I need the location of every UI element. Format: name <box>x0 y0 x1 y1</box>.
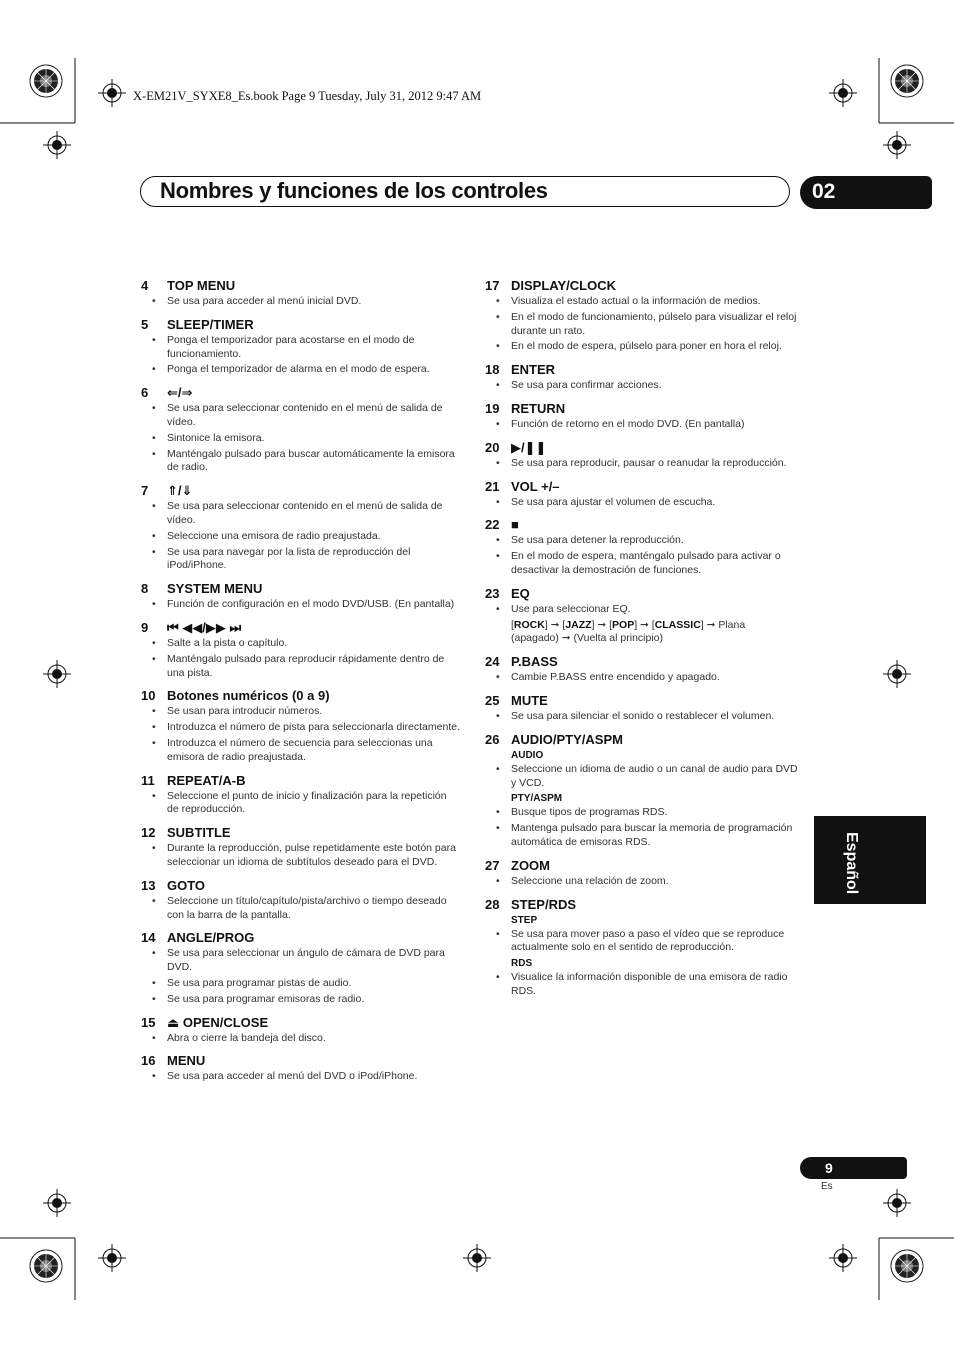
subheading-pty: PTY/ASPM <box>511 793 563 805</box>
section-heading <box>141 774 461 788</box>
section-number: 20 <box>485 439 500 455</box>
section-audio <box>485 733 805 850</box>
section-number: 15 <box>141 1014 156 1030</box>
section-title: ⏏ OPEN/CLOSE <box>167 1014 269 1030</box>
bullet-item: • Se usa para mover paso a paso el vídeo que se reproduce actualmente solo en el sentido de reproducción. <box>485 928 805 956</box>
eq-sequence-end: (apagado) ➞ (Vuelta al principio) <box>511 632 664 645</box>
section-step <box>485 898 805 999</box>
section-heading <box>141 879 461 893</box>
section-8 <box>141 582 461 612</box>
eq-apagado: (apagado) <box>511 632 559 645</box>
section-14 <box>141 931 461 1006</box>
section-heading <box>485 441 805 455</box>
section-number: 14 <box>141 930 156 946</box>
page-language: Es <box>821 1181 833 1192</box>
section-title: SYSTEM MENU <box>167 581 263 597</box>
section-16 <box>141 1054 461 1084</box>
bullet-item: • Se usa para acceder al menú inicial DVD. <box>141 295 461 309</box>
section-title: TOP MENU <box>167 278 236 293</box>
section-title: ⇑/⇓ <box>167 483 193 499</box>
section-heading <box>485 733 805 747</box>
section-11 <box>141 774 461 818</box>
section-heading <box>485 363 805 377</box>
bullet-item: • Cambie P.BASS entre encendido y apagado. <box>485 671 805 685</box>
bullet-item: • Se usan para introducir números. <box>141 705 461 719</box>
section-number: 6 <box>141 385 149 401</box>
bullet-item: • Se usa para seleccionar contenido en el menú de salida de vídeo. <box>141 402 461 430</box>
section-heading <box>485 480 805 494</box>
bullet-item: • Introduzca el número de pista para seleccionarla directamente. <box>141 721 461 735</box>
section-number: 8 <box>141 581 149 597</box>
section-title: AUDIO/PTY/ASPM <box>511 731 623 747</box>
section-6 <box>141 386 461 475</box>
section-eq <box>485 587 805 646</box>
language-side-tab-label: Español <box>843 832 860 895</box>
language-side-tab-label-wrap <box>812 832 860 895</box>
bullet-item: • Visualiza el estado actual o la información de medios. <box>485 295 805 309</box>
section-19 <box>485 402 805 432</box>
section-heading <box>485 898 805 912</box>
section-heading <box>485 518 805 532</box>
eq-vuelta: (Vuelta al principio) <box>573 632 664 645</box>
section-title: Botones numéricos (0 a 9) <box>167 688 330 704</box>
section-title: DISPLAY/CLOCK <box>511 278 616 293</box>
file-header: X-EM21V_SYXE8_Es.book Page 9 Tuesday, July 31, 2012 9:47 AM <box>133 89 482 103</box>
section-number: 16 <box>141 1053 156 1069</box>
section-title: ⇐/⇒ <box>167 385 193 401</box>
subheading-rds: RDS <box>511 958 533 970</box>
bullet-item: • Sintonice la emisora. <box>141 432 461 446</box>
section-heading <box>141 582 461 596</box>
bullet-item: • Durante la reproducción, pulse repetidamente este botón para seleccionar un idioma de subtítulos deseado para el DVD. <box>141 842 461 870</box>
section-number: 25 <box>485 692 500 708</box>
section-title: ▶/❚❚ <box>511 439 547 455</box>
section-21 <box>485 480 805 510</box>
bullet-item: • Use para seleccionar EQ. <box>485 603 805 617</box>
eq-pop: POP <box>612 618 635 631</box>
section-heading <box>141 484 461 498</box>
section-heading <box>485 587 805 601</box>
bullet-item: • Se usa para reproducir, pausar o reanudar la reproducción. <box>485 457 805 471</box>
section-title: GOTO <box>167 877 206 893</box>
bullet-item: • Se usa para programar emisoras de radio. <box>141 993 461 1007</box>
section-heading <box>141 931 461 945</box>
eq-plana: Plana <box>718 618 746 631</box>
chapter-number: 02 <box>812 180 836 203</box>
right-column <box>485 279 805 1008</box>
left-column <box>141 279 461 1093</box>
section-9 <box>141 621 461 680</box>
bullet-item: • Se usa para silenciar el sonido o restablecer el volumen. <box>485 710 805 724</box>
section-zoom <box>485 859 805 889</box>
bullet-item: • Visualice la información disponible de una emisora de radio RDS. <box>485 971 805 999</box>
section-5 <box>141 318 461 377</box>
eq-jazz: JAZZ <box>565 618 592 631</box>
section-number: 21 <box>485 478 500 494</box>
section-number: 12 <box>141 825 156 841</box>
bullet-item: • Busque tipos de programas RDS. <box>485 806 805 820</box>
bullet-item: • En el modo de espera, manténgalo pulsado para activar o desactivar la demostración de funciones. <box>485 550 805 578</box>
bullet-item: • Salte a la pista o capítulo. <box>141 637 461 651</box>
section-heading <box>141 386 461 400</box>
section-title: ■ <box>511 517 519 533</box>
subheading-audio: AUDIO <box>511 749 544 761</box>
bullet-item: • Seleccione un idioma de audio o un canal de audio para DVD y VCD. <box>485 763 805 791</box>
section-title: ⏮ ◀◀/▶▶ ⏭ <box>167 619 242 635</box>
bullet-item: • Introduzca el número de secuencia para seleccionas una emisora de radio preajustada. <box>141 737 461 765</box>
bullet-item: • Se usa para detener la reproducción. <box>485 534 805 548</box>
bullet-item: • Se usa para navegar por la lista de reproducción del iPod/iPhone. <box>141 546 461 574</box>
bullet-item: • Seleccione una relación de zoom. <box>485 875 805 889</box>
bullet-item: • Se usa para confirmar acciones. <box>485 379 805 393</box>
bullet-item: • Ponga el temporizador para acostarse en el modo de funcionamiento. <box>141 334 461 362</box>
bullet-item: • Se usa para seleccionar contenido en el menú de salida de vídeo. <box>141 500 461 528</box>
bullet-item: • Mantenga pulsado para buscar la memoria de programación automática de emisoras RDS. <box>485 822 805 850</box>
section-title: VOL +/– <box>511 478 560 494</box>
bullet-item: • Función de retorno en el modo DVD. (En pantalla) <box>485 418 805 432</box>
section-heading <box>141 279 461 293</box>
section-number: 22 <box>485 517 500 533</box>
section-22 <box>485 518 805 577</box>
section-title: EQ <box>511 585 530 601</box>
bullet-item: • Abra o cierre la bandeja del disco. <box>141 1032 461 1046</box>
section-heading <box>485 655 805 669</box>
section-title: ANGLE/PROG <box>167 930 255 946</box>
section-title: SLEEP/TIMER <box>167 316 254 332</box>
chapter-title: Nombres y funciones de los controles <box>160 178 548 203</box>
section-number: 13 <box>141 877 156 893</box>
page-number-box <box>800 1157 907 1179</box>
eq-rock: ROCK <box>513 618 545 631</box>
section-number: 4 <box>141 278 149 293</box>
section-title: MENU <box>167 1053 206 1069</box>
section-title: MUTE <box>511 692 548 708</box>
section-15 <box>141 1016 461 1046</box>
section-title: ZOOM <box>511 857 550 873</box>
section-heading <box>141 1016 461 1030</box>
section-title: REPEAT/A-B <box>167 772 246 788</box>
section-25 <box>485 694 805 724</box>
section-number: 19 <box>485 400 500 416</box>
section-7 <box>141 484 461 573</box>
bullet-item: • Se usa para acceder al menú del DVD o iPod/iPhone. <box>141 1070 461 1084</box>
section-heading <box>141 318 461 332</box>
eq-classic: CLASSIC <box>654 618 701 631</box>
eq-sequence: [ROCK] ➞ [JAZZ] ➞ [POP] ➞ [CLASSIC] ➞ Plana <box>511 618 746 631</box>
section-number: 9 <box>141 619 149 635</box>
section-heading <box>485 279 805 293</box>
section-title: RETURN <box>511 400 566 416</box>
section-number: 28 <box>485 896 500 912</box>
bullet-item: • En el modo de espera, púlselo para poner en hora el reloj. <box>485 340 805 354</box>
bullet-item: • Seleccione una emisora de radio preajustada. <box>141 530 461 544</box>
section-10 <box>141 689 461 764</box>
section-4 <box>141 279 461 309</box>
bullet-item: • Función de configuración en el modo DVD/USB. (En pantalla) <box>141 598 461 612</box>
section-title: SUBTITLE <box>167 825 231 841</box>
section-heading <box>485 859 805 873</box>
section-20 <box>485 441 805 471</box>
section-number: 26 <box>485 731 500 747</box>
section-number: 7 <box>141 483 149 499</box>
section-number: 17 <box>485 278 500 293</box>
section-12 <box>141 826 461 870</box>
section-13 <box>141 879 461 923</box>
bullet-item: • En el modo de funcionamiento, púlselo para visualizar el reloj durante un rato. <box>485 311 805 339</box>
section-24 <box>485 655 805 685</box>
section-title: P.BASS <box>511 654 558 670</box>
subheading-step: STEP <box>511 914 538 926</box>
section-number: 27 <box>485 857 500 873</box>
section-17 <box>485 279 805 354</box>
section-number: 23 <box>485 585 500 601</box>
bullet-item: • Manténgalo pulsado para reproducir rápidamente dentro de una pista. <box>141 653 461 681</box>
section-heading <box>141 826 461 840</box>
section-heading <box>485 694 805 708</box>
section-heading <box>141 621 461 635</box>
bullet-item: • Ponga el temporizador de alarma en el modo de espera. <box>141 363 461 377</box>
section-number: 5 <box>141 316 149 332</box>
section-number: 18 <box>485 362 500 378</box>
bullet-item: • Manténgalo pulsado para buscar automáticamente la emisora de radio. <box>141 448 461 476</box>
section-title: STEP/RDS <box>511 896 577 912</box>
section-heading <box>141 1054 461 1068</box>
section-number: 10 <box>141 688 156 704</box>
bullet-item: • Seleccione un título/capítulo/pista/archivo o tiempo deseado con la barra de la pantalla. <box>141 895 461 923</box>
bullet-item: • Se usa para ajustar el volumen de escucha. <box>485 496 805 510</box>
section-title: ENTER <box>511 362 556 378</box>
section-number: 24 <box>485 654 500 670</box>
bullet-item: • Se usa para seleccionar un ángulo de cámara de DVD para DVD. <box>141 947 461 975</box>
section-18 <box>485 363 805 393</box>
bullet-item: • Se usa para programar pistas de audio. <box>141 977 461 991</box>
section-number: 11 <box>141 772 155 788</box>
bullet-item: • Seleccione el punto de inicio y finalización para la repetición de reproducción. <box>141 790 461 818</box>
page-number: 9 <box>825 1160 833 1176</box>
section-heading <box>485 402 805 416</box>
section-heading <box>141 689 461 703</box>
